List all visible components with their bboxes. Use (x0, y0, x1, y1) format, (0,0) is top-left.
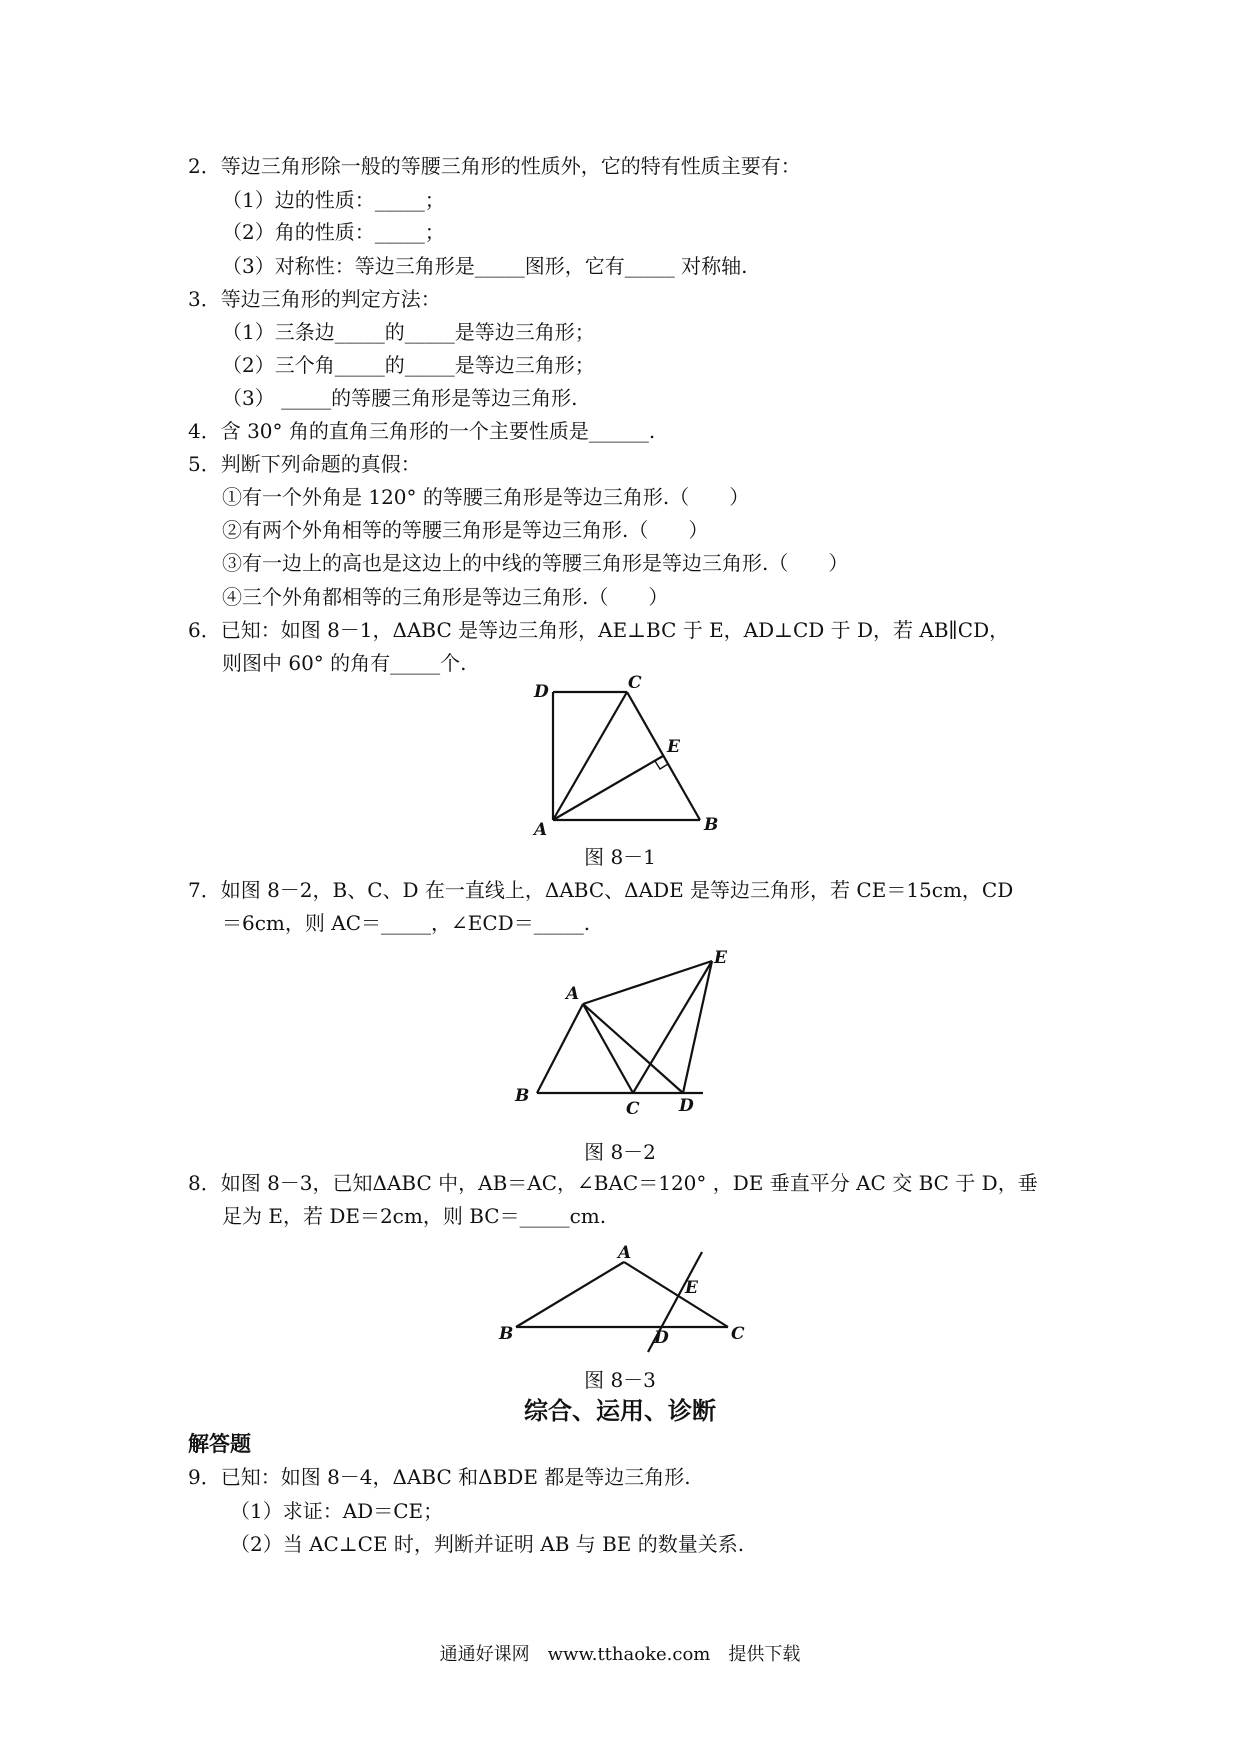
fig1-caption: 图 8－1 (584, 845, 656, 869)
figure-8-2 (500, 945, 750, 1125)
fig1-segment-ae (553, 756, 663, 820)
fig2-label-b: B (515, 1086, 530, 1106)
q9-part2: （2）当 AC⊥CE 时，判断并证明 AB 与 BE 的数量关系. (230, 1532, 745, 1556)
q8-line2: 足为 E，若 DE＝2cm，则 BC＝_____cm. (222, 1204, 607, 1228)
q8-line1: 8．如图 8－3，已知ΔABC 中，AB＝AC，∠BAC＝120° ，DE 垂直平分 AC 交 BC 于 D，垂 (188, 1171, 1038, 1195)
fig1-segment-ac (553, 692, 627, 820)
fig3-label-d: D (654, 1328, 669, 1348)
fig3-label-b: B (499, 1324, 514, 1344)
fig1-label-d: D (534, 682, 549, 702)
section-title: 综合、运用、诊断 (524, 1396, 716, 1425)
fig1-label-a: A (534, 820, 548, 840)
fig2-label-e: E (714, 948, 727, 968)
q2-part2: （2）角的性质：_____； (222, 220, 445, 244)
fig2-segment-ec (633, 961, 712, 1093)
q6-line1: 6．已知：如图 8－1，ΔABC 是等边三角形，AE⊥BC 于 E，AD⊥CD 于 D，若 AB∥CD， (188, 618, 1010, 642)
q3-part1: （1）三条边_____的_____是等边三角形； (222, 320, 595, 344)
fig3-label-c: C (731, 1324, 745, 1344)
fig3-segment-ab (516, 1262, 624, 1327)
q5-statement4: ④三个外角都相等的三角形是等边三角形.（ ） (222, 585, 669, 609)
q7-line1: 7．如图 8－2，B、C、D 在一直线上，ΔABC、ΔADE 是等边三角形，若 CE＝15cm，CD (188, 878, 1014, 902)
fig1-label-b: B (704, 815, 719, 835)
subsection-heading: 解答题 (188, 1431, 251, 1456)
fig3-segment-ac (624, 1262, 728, 1327)
fig2-label-d: D (679, 1096, 694, 1116)
q2-part1: （1）边的性质：_____； (222, 188, 445, 212)
fig1-label-c: C (628, 673, 642, 693)
fig2-segment-ed (683, 961, 712, 1093)
fig2-segment-ae (583, 961, 712, 1004)
q9-stem: 9．已知：如图 8－4，ΔABC 和ΔBDE 都是等边三角形. (188, 1465, 691, 1489)
fig2-segment-ab (537, 1004, 583, 1093)
q3-part3: （3） _____的等腰三角形是等边三角形. (222, 386, 578, 410)
fig3-caption: 图 8－3 (584, 1368, 656, 1392)
figure-8-3 (490, 1235, 760, 1360)
fig1-segment-cb (627, 692, 700, 820)
q5-stem: 5．判断下列命题的真假： (188, 452, 421, 476)
q9-part1: （1）求证：AD＝CE； (230, 1499, 444, 1523)
q4-stem: 4．含 30° 角的直角三角形的一个主要性质是______. (188, 419, 656, 443)
figure-8-1 (520, 670, 740, 840)
fig1-label-e: E (667, 737, 680, 757)
q5-statement1: ①有一个外角是 120° 的等腰三角形是等边三角形.（ ） (222, 485, 750, 509)
fig2-caption: 图 8－2 (584, 1140, 656, 1164)
fig2-segment-ad (583, 1004, 683, 1093)
q3-part2: （2）三个角_____的_____是等边三角形； (222, 353, 595, 377)
page-footer: 通通好课网 www.tthaoke.com 提供下载 (439, 1644, 801, 1665)
fig2-segment-ac (583, 1004, 633, 1093)
fig3-label-a: A (618, 1243, 632, 1263)
q2-part3: （3）对称性：等边三角形是_____图形，它有_____ 对称轴. (222, 254, 748, 278)
q5-statement2: ②有两个外角相等的等腰三角形是等边三角形.（ ） (222, 518, 709, 542)
q3-stem: 3．等边三角形的判定方法： (188, 287, 441, 311)
fig2-label-c: C (626, 1099, 640, 1119)
q6-line2: 则图中 60° 的角有_____个. (222, 651, 467, 675)
q2-stem: 2．等边三角形除一般的等腰三角形的性质外，它的特有性质主要有： (188, 154, 801, 178)
q5-statement3: ③有一边上的高也是这边上的中线的等腰三角形是等边三角形.（ ） (222, 551, 849, 575)
fig3-label-e: E (685, 1278, 698, 1298)
fig2-label-a: A (566, 984, 580, 1004)
q7-line2: ＝6cm，则 AC＝_____，∠ECD＝_____. (222, 911, 591, 935)
